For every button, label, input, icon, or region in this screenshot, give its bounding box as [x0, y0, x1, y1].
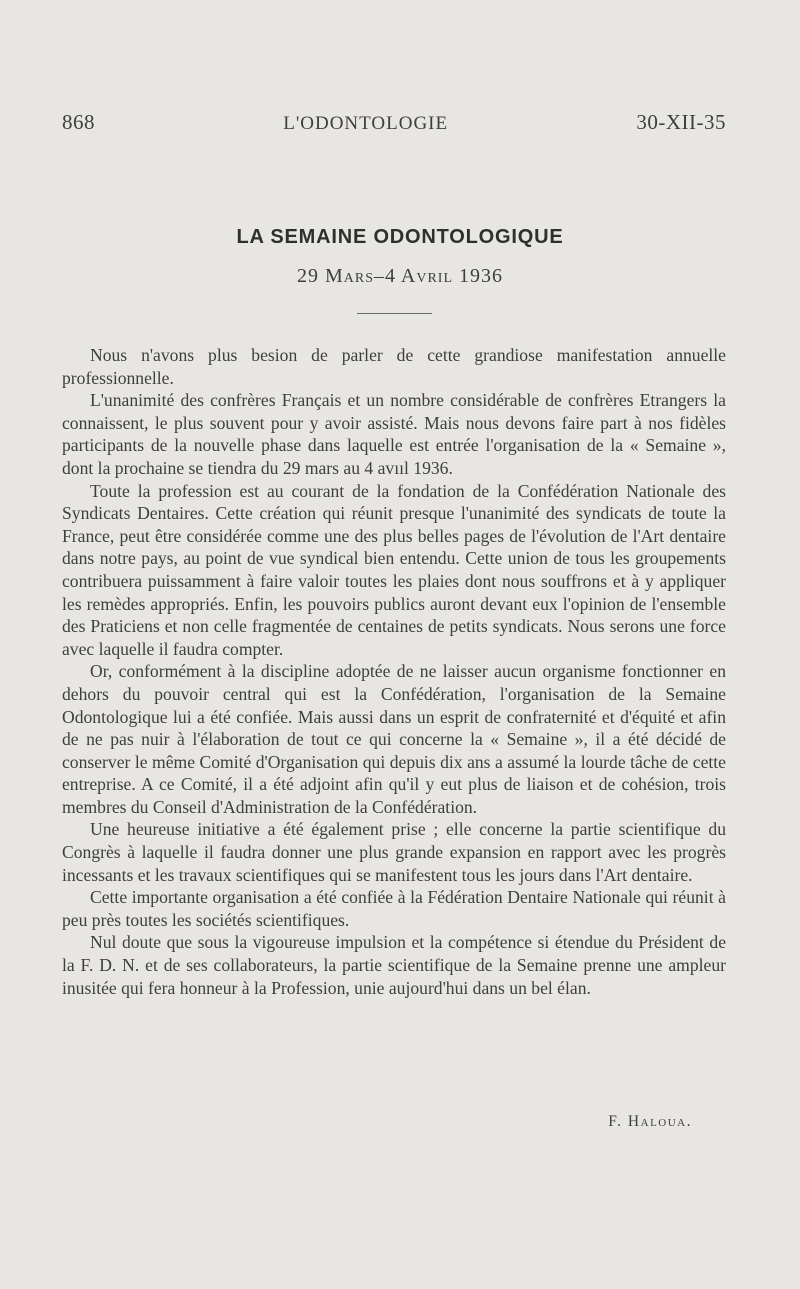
paragraph: L'unanimité des confrères Français et un nombre considérable de confrères Etrangers la connaissent, le plus souvent pour y avoir assisté. Mais nous devons faire part à nos fidèles participants de la nouvelle phase dans laquelle est entrée l'organisation de la « Semaine », dont la prochaine se tiendra du 29 mars au 4 avııl 1936. [62, 390, 726, 478]
article-title: LA SEMAINE ODONTOLOGIQUE [236, 226, 564, 248]
paragraph: Nous n'avons plus besion de parler de cette grandiose manifestation annuelle professionnelle. [62, 345, 726, 388]
journal-name: L'ODONTOLOGIE [283, 113, 449, 134]
author-signature: F. Haloua. [608, 1113, 692, 1130]
paragraph: Toute la profession est au courant de la fondation de la Confédération Nationale des Syndicats Dentaires. Cette création qui réunit presque l'unanimité des syndicats de toute la France, peut être considérée comme une des plus belles pages de l'évolution de l'Art dentaire dans notre pays, au point de vue syndical bien entendu. Cette union de tous les groupements contribuera puissamment à faire valoir toutes les plaies dont nous souffrons et à y appliquer les remèdes appropriés. Enfin, les pouvoirs publics auront devant eux l'opinion de l'ensemble des Praticiens et non celle fragmentée de centaines de petits syndicats. Nous serons une force avec laquelle il faudra compter. [62, 480, 726, 659]
paragraph: Cette importante organisation a été confiée à la Fédération Dentaire Nationale qui réunit à peu près toutes les sociétés scientifiques. [62, 887, 726, 930]
running-header [62, 110, 726, 135]
paragraph: Nul doute que sous la vigoureuse impulsion et la compétence si étendue du Président de la F. D. N. et de ses collaborateurs, la partie scientifique de la Semaine prenne une ampleur inusitée qui fera honneur à la Profession, unie aujourd'hui dans un bel élan. [62, 932, 726, 998]
paragraph: Une heureuse initiative a été également prise ; elle concerne la partie scientifique du Congrès à laquelle il faudra donner une plus grande expansion en rapport avec les progrès incessants et les travaux scientifiques qui se manifestent tous les jours dans l'Art dentaire. [62, 819, 726, 885]
issue-date: 30-XII-35 [636, 110, 726, 134]
page-number: 868 [62, 110, 95, 134]
article-subtitle: 29 Mars–4 Avril 1936 [296, 265, 504, 287]
article-body [62, 344, 726, 999]
paragraph: Or, conformément à la discipline adoptée de ne laisser aucun organisme fonctionner en dehors du pouvoir central qui est la Confédération, l'organisation de la Semaine Odontologique lui a été confiée. Mais aussi dans un esprit de confraternité et d'équité et afin de ne pas nuir à l'élaboration de tout ce qui concerne la « Semaine », il a été décidé de conserver le même Comité d'Organisation qui depuis dix ans a assumé la lourde tâche de cette entreprise. A ce Comité, il a été adjoint afin qu'il y eut plus de liaison et de cohésion, trois membres du Conseil d'Administration de la Confédération. [62, 661, 726, 817]
divider-rule [357, 313, 432, 314]
